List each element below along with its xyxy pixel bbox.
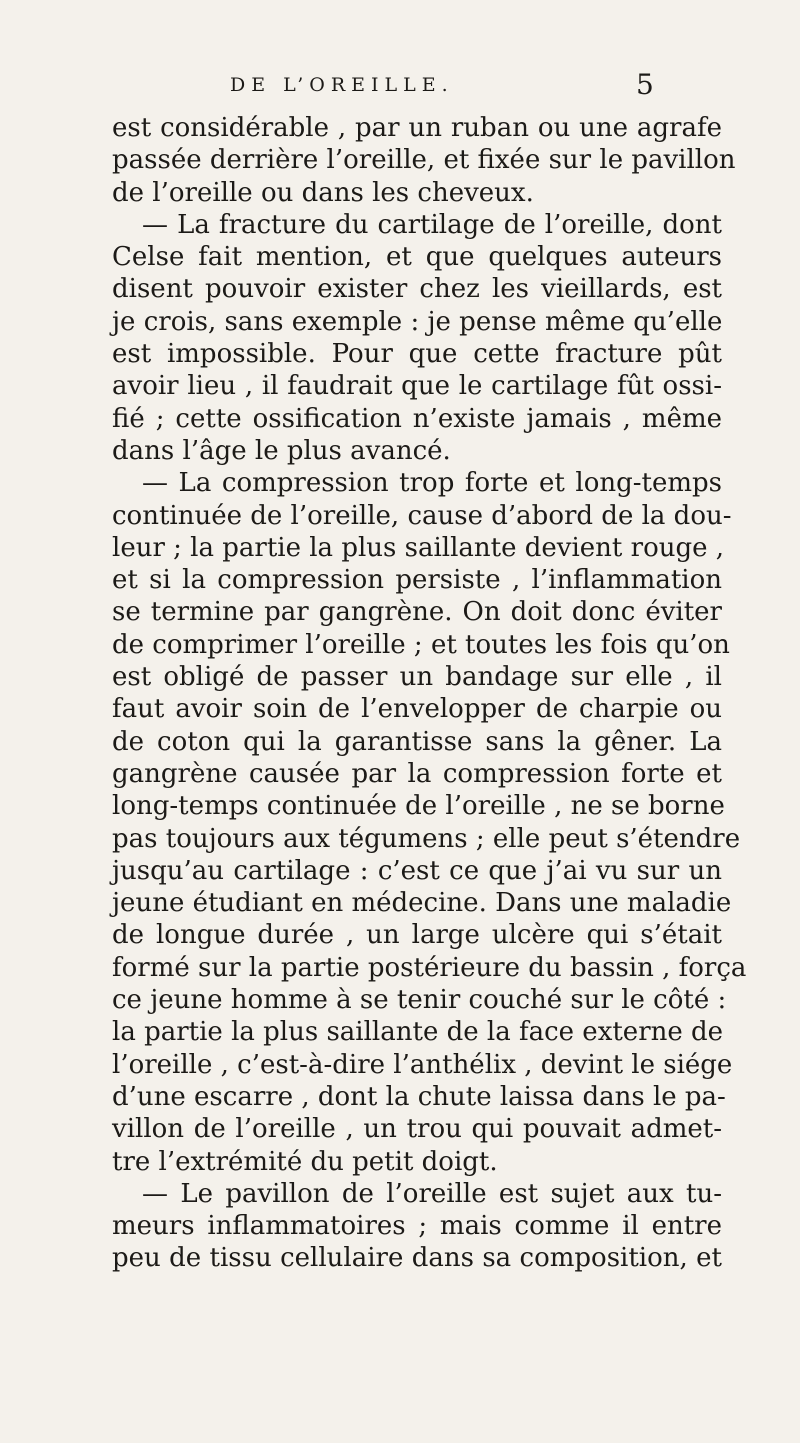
text-line: tre l’extrémité du petit doigt. (112, 1146, 498, 1177)
text-line: continuée de l’oreille, cause d’abord de la dou- (112, 500, 732, 531)
text-line: de comprimer l’oreille ; et toutes les fois qu’on (112, 629, 730, 660)
text-line: meurs inflammatoires ; mais comme il entre (112, 1211, 722, 1242)
text-line: formé sur la partie postérieure du bassin , força (112, 952, 747, 983)
text-line: disent pouvoir exister chez les vieillards, est (112, 274, 722, 305)
page-header (0, 68, 800, 112)
text-line: de longue durée , un large ulcère qui s’était (112, 920, 722, 951)
text-line: long-temps continuée de l’oreille , ne se borne (112, 791, 725, 822)
text-line: jusqu’au cartilage : c’est ce que j’ai vu sur un (112, 855, 722, 886)
text-line: leur ; la partie la plus saillante devient rouge , (112, 532, 725, 563)
text-line: se termine par gangrène. On doit donc éviter (112, 597, 722, 628)
text-line: villon de l’oreille , un trou qui pouvait admet- (112, 1114, 722, 1145)
running-head: DE L’OREILLE. (230, 74, 454, 96)
text-line: dans l’âge le plus avancé. (112, 435, 451, 466)
text-line: — La fracture du cartilage de l’oreille, dont (142, 209, 722, 240)
text-line: ce jeune homme à se tenir couché sur le côté : (112, 985, 727, 1016)
text-line: avoir lieu , il faudrait que le cartilage fût ossi- (112, 371, 722, 402)
text-line: d’une escarre , dont la chute laissa dans le pa- (112, 1081, 726, 1112)
body-text (112, 112, 747, 1275)
text-line: est impossible. Pour que cette fracture pût (112, 339, 722, 370)
text-line: et si la compression persiste , l’inflammation (112, 565, 722, 596)
text-line: — Le pavillon de l’oreille est sujet aux tu- (142, 1178, 722, 1209)
text-line: Celse fait mention, et que quelques auteurs (112, 242, 722, 273)
text-line: de coton qui la garantisse sans la gêner. La (112, 726, 722, 757)
text-line: la partie la plus saillante de la face externe de (112, 1017, 724, 1048)
page-number: 5 (636, 68, 654, 101)
text-line: l’oreille , c’est-à-dire l’anthélix , devint le siége (112, 1049, 733, 1080)
text-line: de l’oreille ou dans les cheveux. (112, 177, 534, 208)
text-line: est considérable , par un ruban ou une agrafe (112, 113, 722, 143)
text-line: peu de tissu cellulaire dans sa composition, et (112, 1243, 722, 1274)
text-line: jeune étudiant en médecine. Dans une maladie (112, 888, 732, 919)
text-line: — La compression trop forte et long-temps (142, 468, 722, 499)
text-line: je crois, sans exemple : je pense même qu’elle (112, 306, 723, 337)
text-line: fié ; cette ossification n’existe jamais , même (112, 403, 722, 434)
text-line: est obligé de passer un bandage sur elle , il (112, 662, 722, 693)
text-line: passée derrière l’oreille, et fixée sur le pavillon (112, 145, 736, 176)
text-line: faut avoir soin de l’envelopper de charpie ou (112, 694, 722, 725)
text-line: gangrène causée par la compression forte et (112, 758, 722, 789)
text-line: pas toujours aux tégumens ; elle peut s’étendre (112, 823, 741, 854)
